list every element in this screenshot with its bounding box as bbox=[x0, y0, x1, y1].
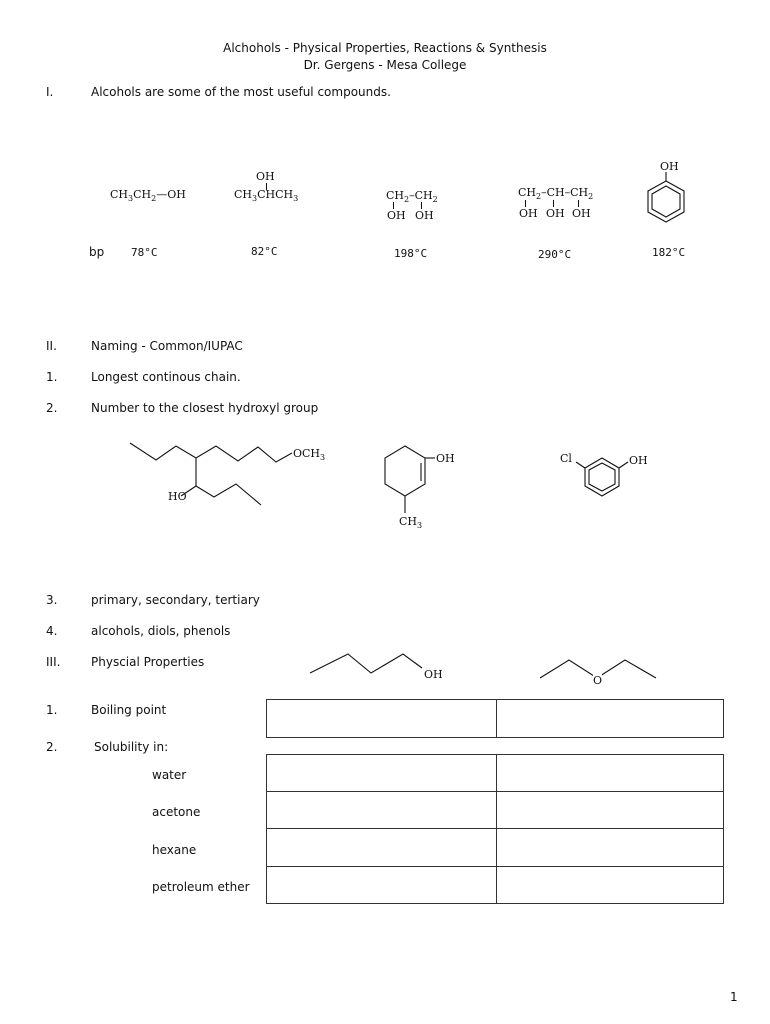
ether-o-label: O bbox=[593, 674, 603, 687]
solubility-label: Solubility in: bbox=[94, 740, 169, 754]
ho-label: HO bbox=[168, 490, 187, 503]
item-3-text: primary, secondary, tertiary bbox=[91, 593, 260, 607]
solubility-acetone-ether-cell[interactable] bbox=[496, 791, 724, 829]
item-2-text: Number to the closest hydroxyl group bbox=[91, 401, 319, 415]
solvent-petroleum-ether: petroleum ether bbox=[152, 880, 250, 894]
ethanol-formula: $CH_3CH_2—OH$ bbox=[110, 188, 186, 204]
section-3-text: Physcial Properties bbox=[91, 655, 205, 669]
glycol-oh-2: OH bbox=[415, 209, 434, 222]
solvent-hexane: hexane bbox=[152, 843, 197, 857]
item-1-text: Longest continous chain. bbox=[91, 370, 241, 384]
phenol-oh: OH bbox=[660, 160, 679, 173]
page-number: 1 bbox=[730, 990, 738, 1004]
item-3-number: 3. bbox=[46, 593, 58, 607]
section-3-numeral: III. bbox=[46, 655, 61, 669]
glycerol-oh-3: OH bbox=[572, 207, 591, 220]
chlorophenol-oh-label: OH bbox=[629, 454, 648, 467]
glycol-oh-1: OH bbox=[387, 209, 406, 222]
solvent-water: water bbox=[152, 768, 187, 782]
glycerol-formula: $CH_2-CH-CH_2$ bbox=[518, 186, 594, 202]
solubility-hexane-ether-cell[interactable] bbox=[496, 828, 724, 867]
isopropanol-formula: $CH_3CHCH_3$ bbox=[234, 188, 299, 204]
item-4-text: alcohols, diols, phenols bbox=[91, 624, 231, 638]
glycerol-oh-2: OH bbox=[546, 207, 565, 220]
glycerol-oh-1: OH bbox=[519, 207, 538, 220]
solubility-petroleum-ether-alcohol-cell[interactable] bbox=[266, 866, 497, 904]
solubility-number: 2. bbox=[46, 740, 58, 754]
solubility-water-alcohol-cell[interactable] bbox=[266, 754, 497, 792]
glycol-formula: $CH_2-CH_2$ bbox=[386, 189, 438, 205]
item-4-number: 4. bbox=[46, 624, 58, 638]
document-subtitle: Dr. Gergens - Mesa College bbox=[303, 58, 467, 72]
section-1-text: Alcohols are some of the most useful compounds. bbox=[91, 85, 391, 99]
document-title: Alchohols - Physical Properties, Reactions & Synthesis bbox=[223, 41, 547, 55]
boiling-point-number: 1. bbox=[46, 703, 58, 717]
bp-phenol: 182°C bbox=[652, 246, 686, 259]
section-2-numeral: II. bbox=[46, 339, 57, 353]
solubility-acetone-alcohol-cell[interactable] bbox=[266, 791, 497, 829]
solvent-acetone: acetone bbox=[152, 805, 201, 819]
butanol-oh-label: OH bbox=[424, 668, 443, 681]
item-2-number: 2. bbox=[46, 401, 58, 415]
solubility-hexane-alcohol-cell[interactable] bbox=[266, 828, 497, 867]
solubility-water-ether-cell[interactable] bbox=[496, 754, 724, 792]
och3-label: $OCH_3$ bbox=[293, 447, 326, 463]
boiling-point-label: Boiling point bbox=[91, 703, 167, 717]
bp-isopropanol: 82°C bbox=[251, 245, 278, 258]
ch3-label: $CH_3$ bbox=[399, 515, 423, 531]
cl-label: Cl bbox=[560, 452, 572, 465]
bp-glycol: 198°C bbox=[394, 247, 428, 260]
section-1-numeral: I. bbox=[46, 85, 54, 99]
boiling-point-cell-ether[interactable] bbox=[496, 699, 724, 738]
solubility-petroleum-ether-ether-cell[interactable] bbox=[496, 866, 724, 904]
boiling-point-cell-alcohol[interactable] bbox=[266, 699, 497, 738]
bp-glycerol: 290°C bbox=[538, 248, 572, 261]
cyclohexenol-oh-label: OH bbox=[436, 452, 455, 465]
bp-ethanol: 78°C bbox=[131, 246, 158, 259]
item-1-number: 1. bbox=[46, 370, 58, 384]
section-2-text: Naming - Common/IUPAC bbox=[91, 339, 243, 353]
isopropanol-oh: OH bbox=[256, 170, 275, 183]
bp-label: bp bbox=[89, 245, 105, 259]
